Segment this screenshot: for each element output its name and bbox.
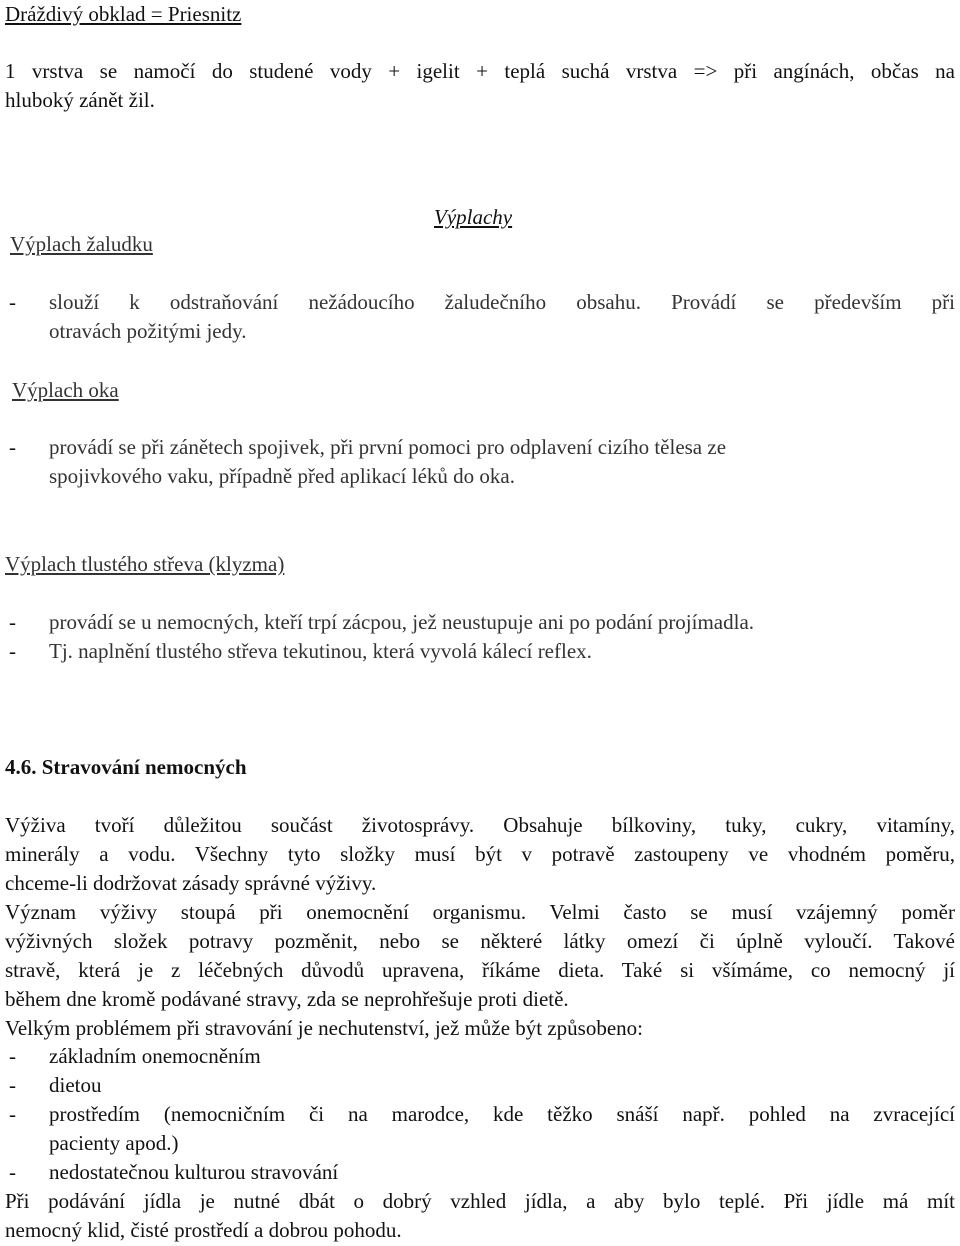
bullet-dash: - — [9, 1044, 16, 1068]
cause-item-3-line-1: prostředím (nemocničním či na marodce, kde těžko snáší např. pohled na zvracející — [49, 1102, 955, 1126]
zaludek-text-line-2: otravách požitými jedy. — [49, 319, 247, 343]
bullet-dash: - — [9, 435, 16, 459]
cause-item-4: nedostatečnou kulturou stravování — [49, 1160, 339, 1184]
zaludek-text-line-1: slouží k odstraňování nežádoucího žaludečního obsahu. Provádí se především při — [49, 290, 955, 314]
bullet-dash: - — [9, 1160, 16, 1184]
streva-item-1: provádí se u nemocných, kteří trpí zácpou, jež neustupuje ani po podání projímadla. — [49, 610, 755, 634]
oko-text-line-2: spojivkového vaku, případně před aplikací léků do oka. — [49, 464, 515, 488]
p4-line-2: nemocný klid, čisté prostředí a dobrou pohodu. — [5, 1218, 402, 1242]
bullet-dash: - — [9, 610, 16, 634]
cause-item-1: základním onemocněním — [49, 1044, 261, 1068]
oko-text-line-1: provádí se při zánětech spojivek, při první pomoci pro odplavení cizího tělesa ze — [49, 435, 727, 459]
p1-line-3: chceme-li dodržovat zásady správné výživy. — [5, 871, 377, 895]
p1-line-1: Výživa tvoří důležitou součást životosprávy. Obsahuje bílkoviny, tuky, cukry, vitamíny, — [5, 813, 955, 837]
bullet-dash: - — [9, 290, 16, 314]
p2-line-3: stravě, která je z léčebných důvodů upravena, říkáme dieta. Také si všímáme, co nemocný jí — [5, 958, 955, 982]
vyplachy-title: Výplachy — [434, 205, 513, 229]
p3-line: Velkým problémem při stravování je nechutenství, jež může být způsobeno: — [5, 1016, 643, 1040]
p2-line-4: během dne kromě podávané stravy, zda se neprohřešuje proti dietě. — [5, 987, 569, 1011]
priesnitz-heading: Dráždivý obklad = Priesnitz — [5, 2, 242, 26]
p4-line-1: Při podávání jídla je nutné dbát o dobrý vzhled jídla, a aby bylo teplé. Při jídle má mít — [5, 1189, 955, 1213]
stravovani-heading: 4.6. Stravování nemocných — [5, 755, 247, 779]
priesnitz-text-line-1: 1 vrstva se namočí do studené vody + igelit + teplá suchá vrstva => při angínách, občas na — [5, 59, 955, 83]
bullet-dash: - — [9, 639, 16, 663]
oko-heading: Výplach oka — [12, 378, 119, 402]
p1-line-2: minerály a vodu. Všechny tyto složky musí být v potravě zastoupeny ve vhodném poměru, — [5, 842, 955, 866]
bullet-dash: - — [9, 1073, 16, 1097]
zaludek-heading: Výplach žaludku — [10, 232, 153, 256]
cause-item-2: dietou — [49, 1073, 102, 1097]
streva-item-2: Tj. naplnění tlustého střeva tekutinou, která vyvolá kálecí reflex. — [49, 639, 592, 663]
p2-line-1: Význam výživy stoupá při onemocnění organismu. Velmi často se musí vzájemný poměr — [5, 900, 955, 924]
cause-item-3-line-2: pacienty apod.) — [49, 1131, 179, 1155]
bullet-dash: - — [9, 1102, 16, 1126]
streva-heading: Výplach tlustého střeva (klyzma) — [5, 552, 285, 576]
p2-line-2: výživných složek potravy pozměnit, nebo se některé látky omezí či úplně vyloučí. Takové — [5, 929, 955, 953]
priesnitz-text-line-2: hluboký zánět žil. — [5, 88, 155, 112]
